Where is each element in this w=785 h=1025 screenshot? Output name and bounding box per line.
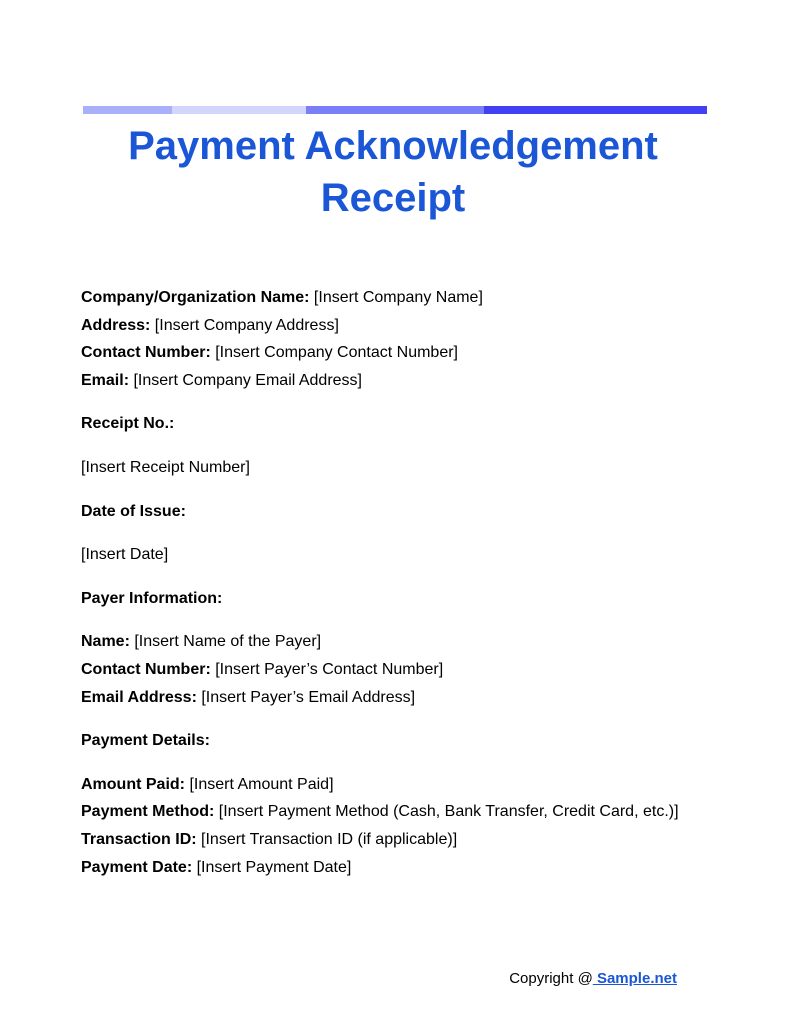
payer-contact-value: [Insert Payer’s Contact Number] — [210, 660, 444, 678]
copyright-text: Copyright @ — [509, 970, 593, 987]
company-address-row — [81, 312, 721, 340]
payer-heading-label: Payer Information: — [81, 589, 223, 607]
top-bar-segment — [83, 106, 172, 114]
payment-date-label: Payment Date: — [81, 858, 193, 876]
date-of-issue-label: Date of Issue: — [81, 502, 186, 520]
payer-name-row — [81, 628, 721, 656]
payer-information-heading — [81, 585, 721, 613]
company-email-value: [Insert Company Email Address] — [129, 371, 362, 389]
title-line-1: Payment Acknowledgement — [128, 124, 658, 168]
payer-contact-label: Contact Number: — [81, 660, 211, 678]
company-email-label: Email: — [81, 371, 130, 389]
amount-paid-label: Amount Paid: — [81, 775, 185, 793]
company-address-value: [Insert Company Address] — [150, 316, 339, 334]
date-of-issue-value: [Insert Date] — [81, 546, 169, 564]
decorative-top-bar — [83, 106, 707, 114]
transaction-id-label: Transaction ID: — [81, 830, 197, 848]
transaction-id-value: [Insert Transaction ID (if applicable)] — [196, 830, 458, 848]
amount-paid-value: [Insert Amount Paid] — [185, 775, 334, 793]
receipt-body — [81, 284, 721, 881]
amount-paid-row — [81, 771, 721, 799]
payment-method-label: Payment Method: — [81, 803, 215, 821]
payer-name-value: [Insert Name of the Payer] — [129, 633, 322, 651]
top-bar-segment — [306, 106, 484, 114]
top-bar-segment — [484, 106, 707, 114]
company-name-label: Company/Organization Name: — [81, 289, 310, 306]
payment-date-row — [81, 854, 721, 882]
company-contact-label: Contact Number: — [81, 344, 211, 362]
receipt-number-label: Receipt No.: — [81, 415, 175, 433]
payment-method-row — [81, 798, 721, 826]
copyright-footer — [509, 969, 677, 989]
payer-contact-row — [81, 656, 721, 684]
payment-date-value: [Insert Payment Date] — [192, 858, 352, 876]
title-line-2: Receipt — [320, 176, 466, 220]
company-contact-row — [81, 339, 721, 367]
transaction-id-row — [81, 826, 721, 854]
payment-method-value: [Insert Payment Method (Cash, Bank Transfer, Credit Card, etc.)] — [214, 803, 679, 821]
company-email-row — [81, 367, 721, 395]
payer-name-label: Name: — [81, 633, 130, 651]
sample-net-link[interactable]: Sample.net — [592, 970, 677, 987]
payer-email-label: Email Address: — [81, 688, 197, 706]
company-name-value: [Insert Company Name] — [309, 289, 483, 306]
receipt-number-value: [Insert Receipt Number] — [81, 458, 250, 476]
company-contact-value: [Insert Company Contact Number] — [210, 344, 458, 362]
document-title — [83, 120, 703, 224]
company-address-label: Address: — [81, 316, 151, 334]
payment-details-heading — [81, 727, 721, 755]
payer-email-row — [81, 684, 721, 712]
date-of-issue-heading — [81, 498, 721, 526]
company-name-row — [81, 284, 721, 312]
top-bar-segment — [172, 106, 306, 114]
receipt-number-heading — [81, 410, 721, 438]
payment-heading-label: Payment Details: — [81, 732, 210, 750]
payer-email-value: [Insert Payer’s Email Address] — [196, 688, 416, 706]
